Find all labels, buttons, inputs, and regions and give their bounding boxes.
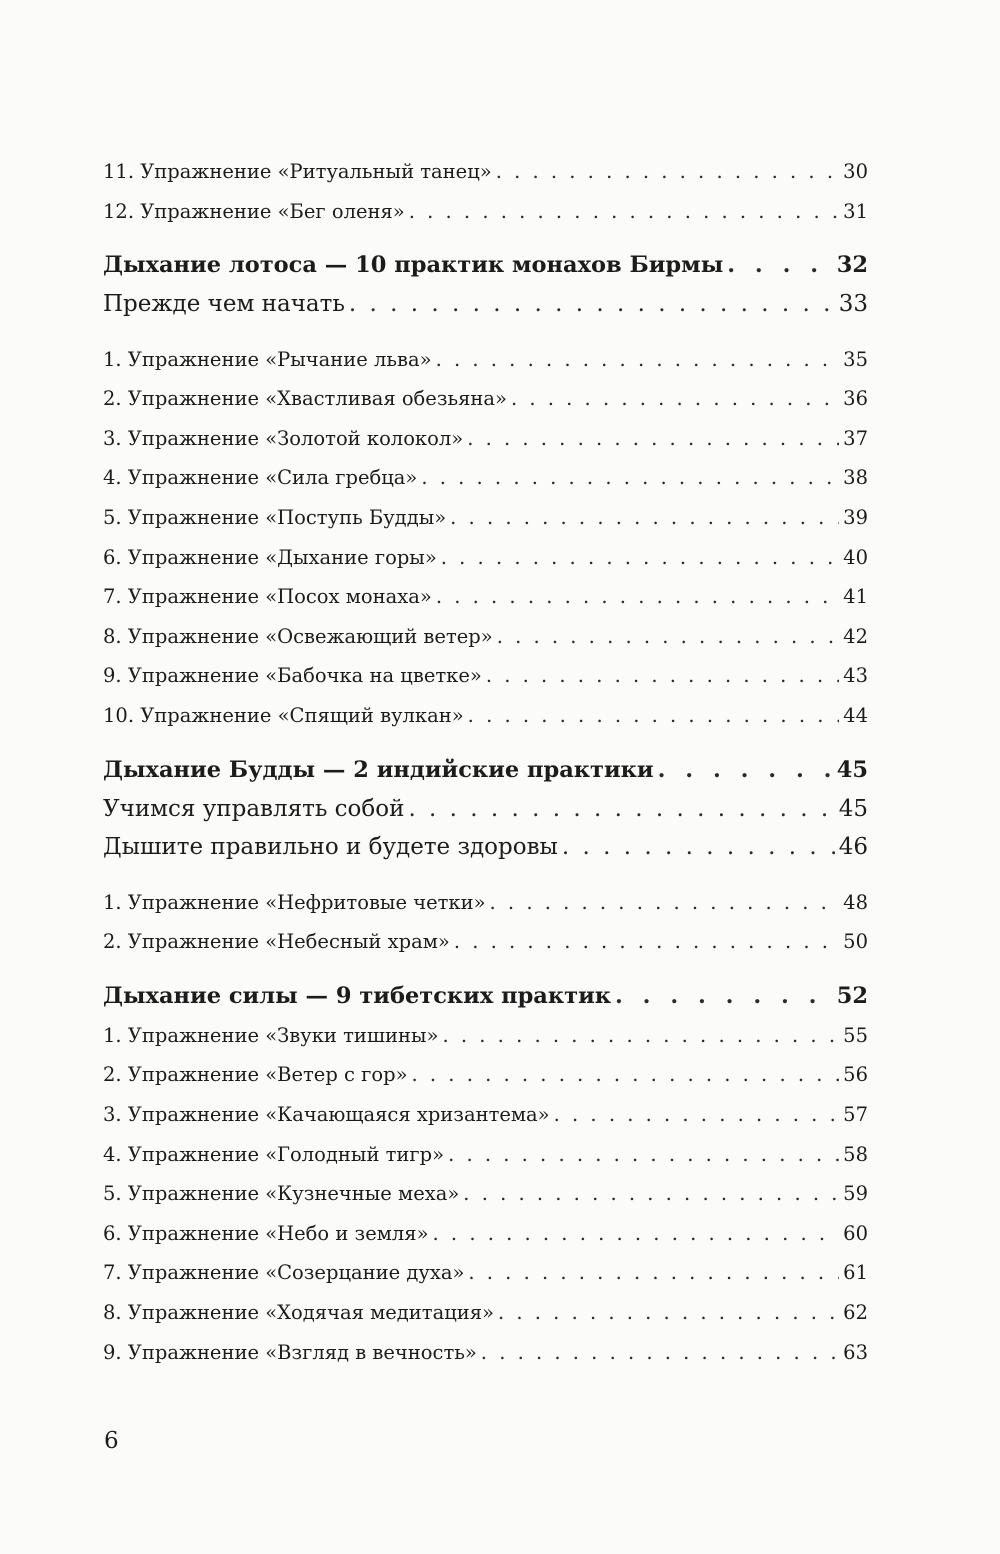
toc-entry	[103, 883, 868, 923]
toc-entry	[103, 1253, 868, 1293]
toc-section-title: Дыхание силы — 9 тибетских практик	[103, 982, 612, 1009]
dot-leader	[615, 976, 833, 1016]
toc-entry-page: 48	[843, 890, 868, 914]
toc-entry-page: 58	[843, 1142, 868, 1166]
toc-entry	[103, 617, 868, 657]
toc-entry-page: 42	[843, 624, 868, 648]
toc-entry-page: 41	[843, 585, 868, 609]
dot-leader	[421, 458, 839, 498]
toc-entry-title: 3. Упражнение «Золотой колокол»	[103, 426, 464, 450]
toc-entry-page: 39	[843, 506, 868, 530]
toc-subsection	[103, 285, 868, 324]
dot-leader	[349, 285, 835, 324]
toc-section-page: 32	[836, 252, 868, 279]
toc-entry-page: 31	[843, 199, 868, 223]
toc-entry-page: 55	[843, 1023, 868, 1047]
toc-subsection	[103, 828, 868, 867]
dot-leader	[467, 419, 839, 459]
toc-entry	[103, 1214, 868, 1254]
dot-leader	[436, 577, 839, 617]
toc-entry	[103, 458, 868, 498]
toc-entry	[103, 419, 868, 459]
dot-leader	[496, 152, 839, 192]
dot-leader	[498, 1293, 839, 1333]
dot-leader	[490, 883, 840, 923]
toc-entry	[103, 1135, 868, 1175]
toc-entry-title: 12. Упражнение «Бег оленя»	[103, 199, 405, 223]
toc-entry-title: 5. Упражнение «Поступь Будды»	[103, 506, 447, 530]
toc-entry-title: 4. Упражнение «Сила гребца»	[103, 466, 418, 490]
table-of-contents	[103, 152, 868, 1372]
toc-subsection-page: 33	[838, 291, 868, 318]
toc-entry	[103, 1095, 868, 1135]
dot-leader	[511, 379, 839, 419]
dot-leader	[554, 1095, 840, 1135]
toc-entry-page: 63	[843, 1340, 868, 1364]
toc-subsection-page: 46	[838, 834, 868, 861]
toc-entry	[103, 152, 868, 192]
toc-entry-title: 7. Упражнение «Созерцание духа»	[103, 1261, 465, 1285]
toc-entry-title: 1. Упражнение «Звуки тишины»	[103, 1023, 439, 1047]
toc-entry-page: 36	[843, 387, 868, 411]
toc-entry	[103, 379, 868, 419]
toc-entry	[103, 498, 868, 538]
toc-entry	[103, 696, 868, 736]
toc-subsection-title: Дышите правильно и будете здоровы	[103, 834, 558, 861]
dot-leader	[486, 656, 839, 696]
dot-leader	[497, 617, 839, 657]
toc-entry-page: 35	[843, 347, 868, 371]
dot-leader	[468, 696, 840, 736]
dot-leader	[441, 538, 839, 578]
toc-entry-title: 5. Упражнение «Кузнечные меха»	[103, 1182, 460, 1206]
toc-section-heading	[103, 245, 868, 285]
toc-entry-page: 57	[843, 1103, 868, 1126]
dot-leader	[433, 1214, 840, 1254]
toc-subsection-page: 45	[838, 795, 868, 822]
toc-entry	[103, 1293, 868, 1333]
dot-leader	[450, 498, 839, 538]
dot-leader	[658, 750, 833, 790]
toc-entry-title: 1. Упражнение «Нефритовые четки»	[103, 890, 486, 914]
toc-entry	[103, 340, 868, 380]
page-number: 6	[104, 1428, 119, 1454]
dot-leader	[412, 1055, 840, 1095]
toc-entry-page: 61	[843, 1261, 868, 1285]
dot-leader	[454, 922, 839, 962]
dot-leader	[481, 1333, 839, 1373]
dot-leader	[442, 1016, 839, 1056]
toc-entry-title: 8. Упражнение «Освежающий ветер»	[103, 624, 493, 648]
toc-subsection-title: Учимся управлять собой	[103, 795, 405, 822]
toc-entry	[103, 538, 868, 578]
toc-entry-page: 38	[843, 466, 868, 490]
toc-entry-title: 9. Упражнение «Взгляд в вечность»	[103, 1340, 477, 1364]
dot-leader	[408, 790, 834, 829]
toc-entry	[103, 1055, 868, 1095]
toc-entry-page: 37	[843, 426, 868, 450]
toc-entry	[103, 922, 868, 962]
toc-entry-title: 10. Упражнение «Спящий вулкан»	[103, 704, 464, 728]
toc-entry-title: 3. Упражнение «Качающаяся хризантема»	[103, 1103, 550, 1126]
toc-entry-page: 50	[843, 930, 868, 954]
toc-entry-page: 60	[843, 1221, 868, 1245]
toc-subsection-title: Прежде чем начать	[103, 291, 345, 318]
toc-entry-title: 6. Упражнение «Дыхание горы»	[103, 545, 437, 569]
toc-entry-title: 6. Упражнение «Небо и земля»	[103, 1221, 429, 1245]
toc-entry-page: 56	[843, 1063, 868, 1087]
toc-entry-page: 44	[843, 704, 868, 728]
dot-leader	[468, 1253, 839, 1293]
toc-section-title: Дыхание Будды — 2 индийские практики	[103, 756, 654, 783]
dot-leader	[448, 1135, 839, 1175]
toc-entry-title: 2. Упражнение «Ветер с гор»	[103, 1063, 408, 1087]
toc-entry	[103, 656, 868, 696]
toc-entry-title: 9. Упражнение «Бабочка на цветке»	[103, 664, 482, 688]
toc-entry-page: 62	[843, 1300, 868, 1324]
toc-entry-page: 30	[843, 160, 868, 183]
toc-entry-page: 43	[843, 664, 868, 688]
dot-leader	[562, 828, 835, 867]
toc-section-title: Дыхание лотоса — 10 практик монахов Бирмы	[103, 252, 724, 279]
toc-section-heading	[103, 750, 868, 790]
toc-entry-title: 2. Упражнение «Хвастливая обезьяна»	[103, 387, 507, 411]
toc-section-page: 52	[836, 982, 868, 1009]
toc-entry-title: 2. Упражнение «Небесный храм»	[103, 930, 450, 954]
toc-entry-title: 11. Упражнение «Ритуальный танец»	[103, 160, 492, 183]
toc-entry-title: 1. Упражнение «Рычание льва»	[103, 347, 432, 371]
toc-entry-page: 59	[843, 1182, 868, 1206]
toc-entry	[103, 1174, 868, 1214]
toc-entry-title: 8. Упражнение «Ходячая медитация»	[103, 1300, 494, 1324]
toc-subsection	[103, 790, 868, 829]
toc-entry-title: 4. Упражнение «Голодный тигр»	[103, 1142, 445, 1166]
toc-entry	[103, 1016, 868, 1056]
dot-leader	[727, 245, 832, 285]
toc-entry	[103, 192, 868, 232]
toc-entry	[103, 577, 868, 617]
dot-leader	[409, 192, 839, 232]
toc-entry	[103, 1333, 868, 1373]
toc-section-heading	[103, 976, 868, 1016]
dot-leader	[463, 1174, 839, 1214]
toc-entry-page: 40	[843, 545, 868, 569]
toc-entry-title: 7. Упражнение «Посох монаха»	[103, 585, 432, 609]
toc-section-page: 45	[836, 756, 868, 783]
dot-leader	[436, 340, 840, 380]
